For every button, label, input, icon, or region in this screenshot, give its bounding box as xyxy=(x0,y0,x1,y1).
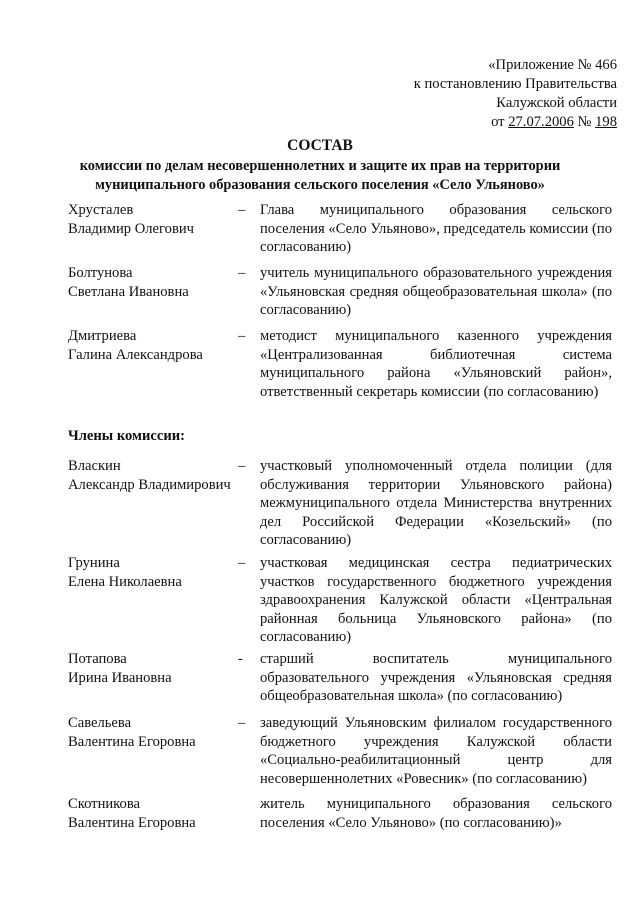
person-name xyxy=(68,264,189,301)
person-role: житель муниципального образования сельского поселения «Село Ульяново» (по согласованию)» xyxy=(260,796,612,831)
person-role: участковая медицинская сестра педиатрических участков государственного бюджетного учреждения здравоохранения Калужской области «Центральная районная больница Ульяновского района» (по согласованию) xyxy=(260,555,612,645)
person-given-names: Валентина Егоровна xyxy=(68,814,196,831)
entry-dash: – xyxy=(238,328,246,344)
person-given-names: Ирина Ивановна xyxy=(68,669,172,686)
number-sign: № xyxy=(573,114,596,130)
person-given-names: Галина Александрова xyxy=(68,346,203,363)
entry-dash: – xyxy=(238,202,246,218)
person-surname: Савельева xyxy=(68,715,132,731)
entry-dash: – xyxy=(238,555,246,571)
region-name: Калужской области xyxy=(496,95,617,111)
person-name xyxy=(68,201,194,238)
document-title-block xyxy=(0,136,640,194)
entry-dash: – xyxy=(238,715,246,731)
decree-date-line xyxy=(414,113,617,132)
decree-date: 27.07.2006 xyxy=(508,114,574,130)
person-given-names: Александр Владимирович xyxy=(68,476,231,493)
entry-dash: – xyxy=(238,265,246,281)
person-surname: Власкин xyxy=(68,458,121,474)
entry-dash: - xyxy=(238,651,243,667)
person-name xyxy=(68,457,231,494)
person-given-names: Валентина Егоровна xyxy=(68,733,196,750)
person-surname: Потапова xyxy=(68,651,127,667)
person-name xyxy=(68,714,196,751)
person-role: учитель муниципального образовательного учреждения «Ульяновская средняя общеобразовательная школа» (по согласованию) xyxy=(260,265,612,318)
person-name xyxy=(68,554,182,591)
members-heading: Члены комиссии: xyxy=(68,428,186,444)
person-role: заведующий Ульяновским филиалом государственного бюджетного учреждения Калужской области «Социально-реабилитационный центр для несовершеннолетних «Ровесник» (по согласованию) xyxy=(260,715,612,787)
document-title: СОСТАВ xyxy=(287,137,353,154)
person-surname: Хрусталев xyxy=(68,202,134,218)
decree-reference: к постановлению Правительства xyxy=(413,76,617,92)
person-surname: Дмитриева xyxy=(68,328,137,344)
person-role: Глава муниципального образования сельского поселения «Село Ульяново», председатель комиссии (по согласованию) xyxy=(260,202,612,255)
person-surname: Болтунова xyxy=(68,265,133,281)
appendix-title: «Приложение № 466 xyxy=(488,57,617,73)
person-surname: Грунина xyxy=(68,555,120,571)
person-given-names: Светлана Ивановна xyxy=(68,283,189,300)
entry-dash: – xyxy=(238,458,246,474)
document-subtitle-line-2: муниципального образования сельского поселения «Село Ульяново» xyxy=(95,177,545,193)
person-name xyxy=(68,795,196,832)
person-name xyxy=(68,327,203,364)
person-given-names: Елена Николаевна xyxy=(68,573,182,590)
person-surname: Скотникова xyxy=(68,796,141,812)
person-role: участковый уполномоченный отдела полиции (для обслуживания территории Ульяновского района) межмуниципального отдела Министерства внутренних дел Российской Федерации «Козельский» (по согласованию) xyxy=(260,458,612,548)
person-given-names: Владимир Олегович xyxy=(68,220,194,237)
document-subtitle-line-1: комиссии по делам несовершеннолетних и защите их прав на территории xyxy=(79,158,561,174)
person-role: старший воспитатель муниципального образовательного учреждения «Ульяновская средняя общеобразовательная школа» (по согласованию) xyxy=(260,651,612,704)
person-name xyxy=(68,650,172,687)
person-role: методист муниципального казенного учреждения «Централизованная библиотечная система муниципального района «Ульяновский район», ответственный секретарь комиссии (по согласованию) xyxy=(260,328,612,400)
appendix-header xyxy=(414,56,617,132)
date-prefix: от xyxy=(491,114,509,130)
decree-number: 198 xyxy=(595,114,617,130)
